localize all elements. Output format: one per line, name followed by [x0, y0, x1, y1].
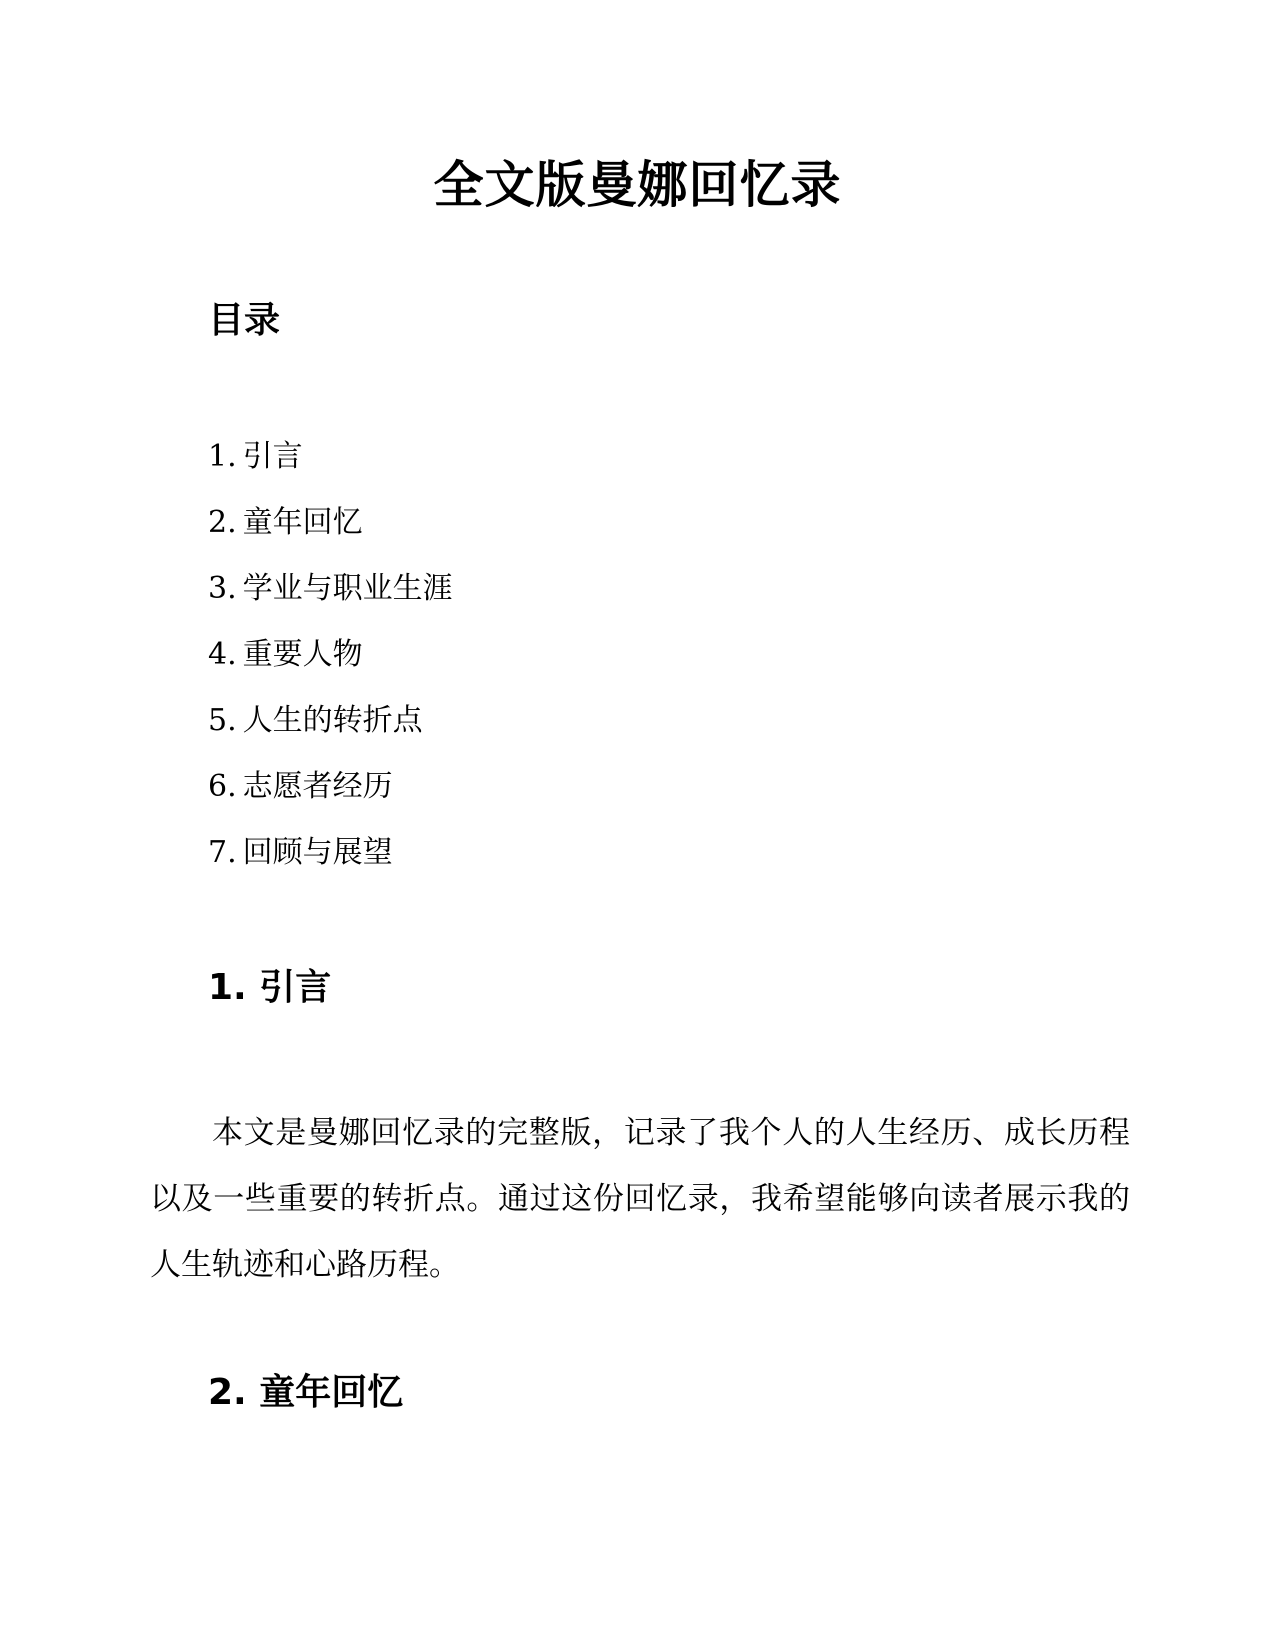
document-title: 全文版曼娜回忆录 [433, 156, 842, 214]
table-of-contents [208, 437, 453, 899]
toc-heading: 目录 [208, 300, 281, 341]
introduction-paragraph: 本文是曼娜回忆录的完整版，记录了我个人的人生经历、成长历程以及一些重要的转折点。通过这份回忆录，我希望能够向读者展示我的人生轨迹和心路历程。 [150, 1115, 1130, 1283]
toc-item: 3. 学业与职业生涯 [208, 571, 453, 606]
toc-item: 7. 回顾与展望 [208, 835, 393, 870]
toc-item: 5. 人生的转折点 [208, 703, 423, 738]
toc-item: 2. 童年回忆 [208, 505, 363, 540]
toc-item: 6. 志愿者经历 [208, 769, 393, 804]
toc-item: 1. 引言 [208, 439, 303, 474]
section-heading-childhood: 2. 童年回忆 [208, 1372, 404, 1413]
section-heading-introduction: 1. 引言 [208, 967, 332, 1008]
toc-item: 4. 重要人物 [208, 637, 363, 672]
